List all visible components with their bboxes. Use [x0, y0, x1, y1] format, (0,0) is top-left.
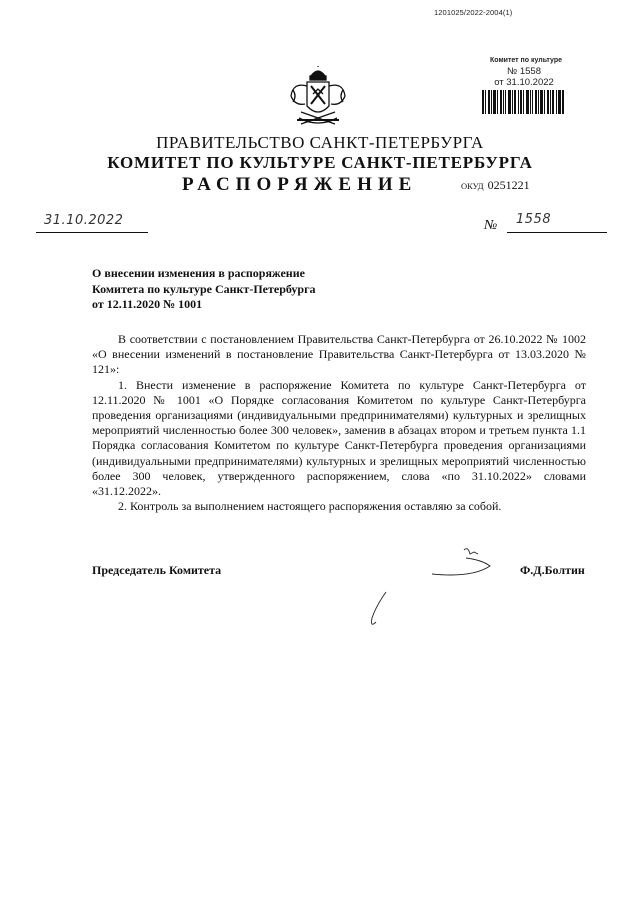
document-body [92, 332, 586, 514]
committee-heading: КОМИТЕТ ПО КУЛЬТУРЕ САНКТ-ПЕТЕРБУРГА [107, 153, 533, 172]
okud-code [461, 178, 530, 193]
stamp-organization: Комитет по культуре [490, 57, 562, 64]
preamble-paragraph: В соответствии с постановлением Правительства Санкт-Петербурга от 26.10.2022 № 1002 «О внесении изменений в постановление Правительства Санкт-Петербурга от 13.03.2020 № 121»: [92, 332, 586, 377]
subject-line: Комитета по культуре Санкт-Петербурга [92, 281, 316, 296]
item-2-paragraph: 2. Контроль за выполнением настоящего распоряжения оставляю за собой. [118, 499, 502, 514]
handwritten-number: 1558 [516, 212, 552, 227]
stamp-date: от 31.10.2022 [494, 77, 554, 88]
number-label: № [484, 218, 498, 233]
government-heading: ПРАВИТЕЛЬСТВО САНКТ-ПЕТЕРБУРГА [156, 133, 484, 152]
stamp-number: № 1558 [507, 66, 541, 77]
okud-value: 0251221 [487, 178, 530, 192]
handwritten-date: 31.10.2022 [44, 213, 124, 228]
coat-of-arms-icon [287, 66, 349, 130]
signature-icon [362, 544, 502, 634]
signatory-title: Председатель Комитета [92, 563, 222, 577]
subject-line: О внесении изменения в распоряжение [92, 266, 305, 280]
registration-stamp [478, 57, 570, 114]
document-type: РАСПОРЯЖЕНИЕ [182, 174, 418, 195]
barcode-icon [482, 90, 564, 114]
signatory-name: Ф.Д.Болтин [520, 563, 585, 577]
item-1-paragraph: 1. Внести изменение в распоряжение Комитета по культуре Санкт-Петербурга от 12.11.2020 № 1001 «О Порядке согласования Комитетом по культуре Санкт-Петербурга проведения организациями (индивидуальными предпринимателями) культурных и зрелищных мероприятий численностью более 300 человек», заменив в абзацах втором и третьем пункта 1.1 Порядка согласования Комитетом по культуре Санкт-Петербурга проведения организациями (индивидуальными предпринимателями) культурных и зрелищных мероприятий численностью более 300 человек, утвержденного распоряжением, слова «по 31.10.2022» словами «31.12.2022». [92, 377, 586, 499]
registration-code: 1201025/2022-2004(1) [434, 8, 513, 17]
okud-label: ОКУД [461, 181, 484, 191]
document-subject [92, 266, 316, 313]
subject-line: от 12.11.2020 № 1001 [92, 297, 203, 311]
